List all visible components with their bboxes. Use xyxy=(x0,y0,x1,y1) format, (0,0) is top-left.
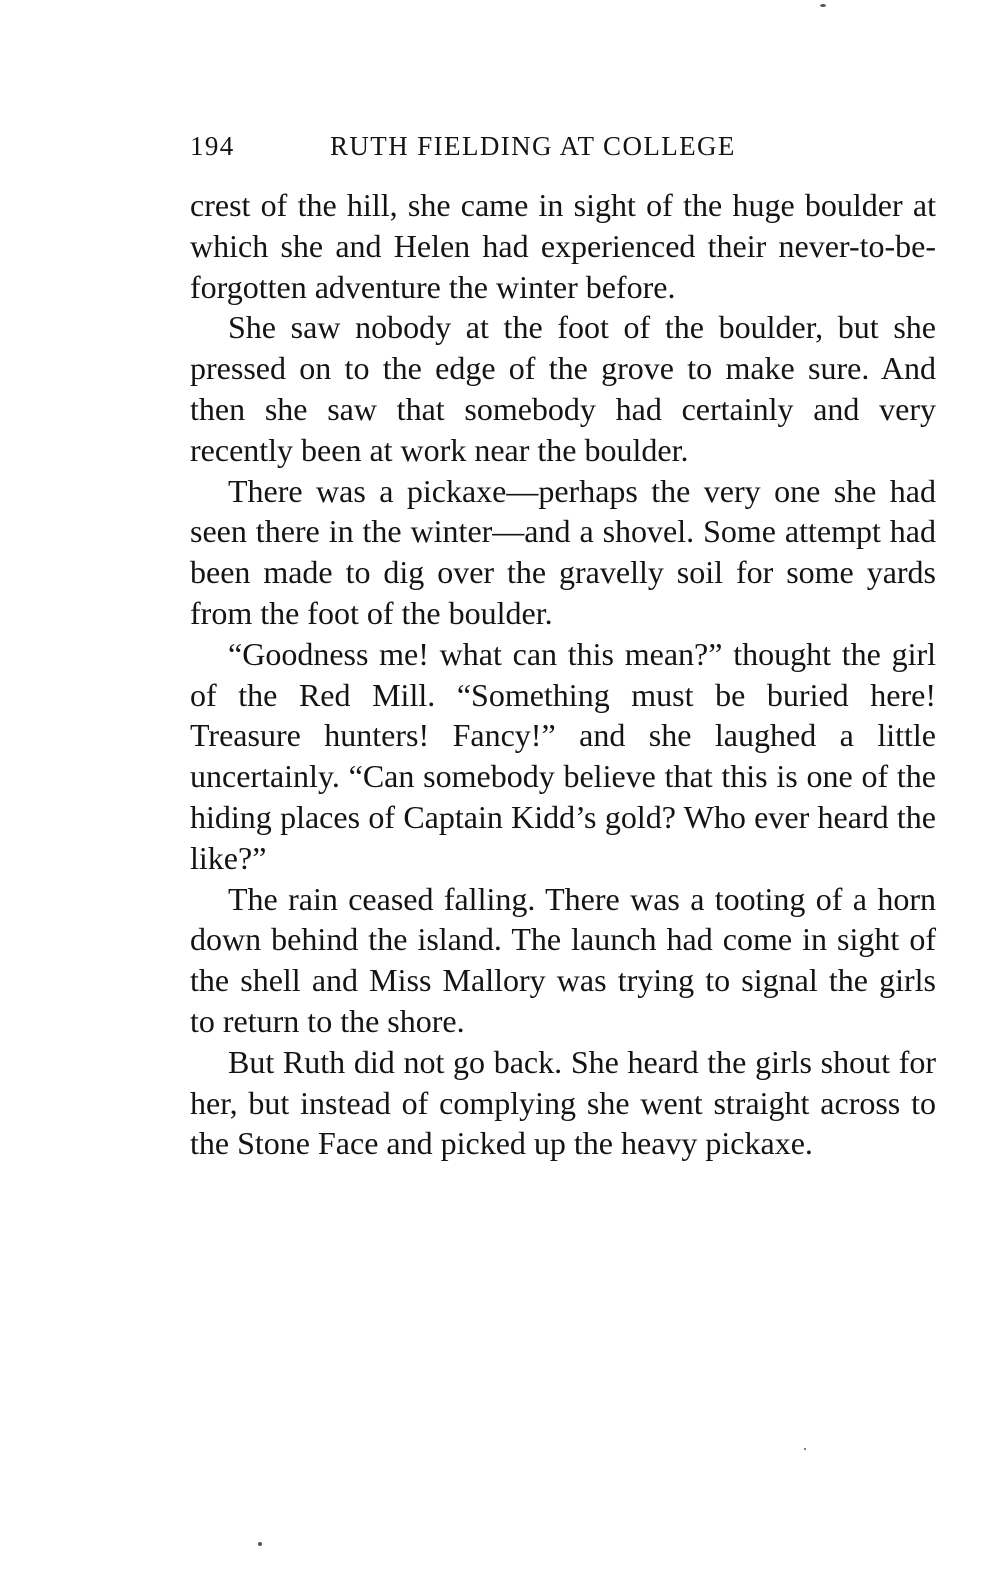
paragraph-5: The rain ceased falling. There was a tooting of a horn down behind the island. The launch had come in sight of the shell and Miss Mallory was trying to signal the girls to return to the shore. xyxy=(190,880,936,1039)
body-text xyxy=(190,185,936,1164)
paragraph-4: “Goodness me! what can this mean?” thought the girl of the Red Mill. “Something must be buried here! Treasure hunters! Fancy!” and she laughed a little uncertainly. “Can somebody believe that this is one of the hiding places of Captain Kidd’s gold? Who ever heard the like?” xyxy=(190,635,936,876)
paragraph-1: crest of the hill, she came in sight of the huge boulder at which she and Helen had experienced their never-to-be-forgotten adventure the winter before. xyxy=(190,187,936,305)
scan-speck xyxy=(804,1448,806,1450)
running-title: RUTH FIELDING AT COLLEGE xyxy=(330,131,736,161)
paragraph-3: There was a pickaxe—perhaps the very one she had seen there in the winter—and a shovel. Some attempt had been made to dig over the gravelly soil for some yards from the foot of the boulder. xyxy=(190,472,936,631)
paragraph-6: But Ruth did not go back. She heard the girls shout for her, but instead of complying she went straight across to the Stone Face and picked up the heavy pickaxe. xyxy=(190,1043,936,1162)
paragraph-2: She saw nobody at the foot of the boulder, but she pressed on to the edge of the grove to make sure. And then she saw that somebody had certainly and very recently been at work near the boulder. xyxy=(190,309,936,468)
scan-speck xyxy=(820,4,826,7)
page-number: 194 xyxy=(190,131,235,161)
scan-speck xyxy=(258,1542,262,1546)
